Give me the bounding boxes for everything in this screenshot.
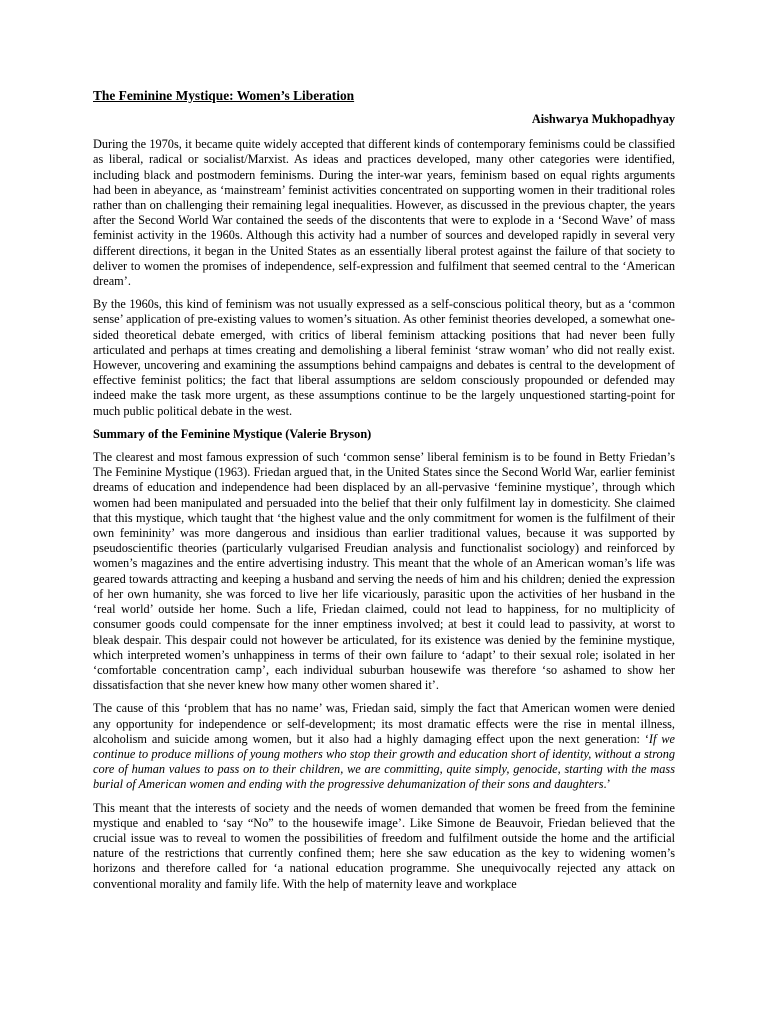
paragraph-4-tail: .’: [603, 777, 611, 792]
author-name: Aishwarya Mukhopadhyay: [531, 112, 675, 126]
paragraph-5: This meant that the interests of society and the needs of women demanded that women be freed from the feminine mystique and enabled to ‘say “No” to the housewife image’. Like Simone de Beauvoir, Friedan believed that the crucial issue was to reveal to women the possibilities of freedom and fulfilment outside the home and the artificial nature of the restrictions that currently confined them; here she saw education as the key to widening women’s horizons and therefore called for ‘a national education programme. She unequivocally rejected any attack on conventional morality and family life. With the help of maternity leave and workplace: [93, 800, 675, 891]
paragraph-3: The clearest and most famous expression of such ‘common sense’ liberal feminism is to be found in Betty Friedan’s The Feminine Mystique (1963). Friedan argued that, in the United States since the Second World War, earlier feminist dreams of education and independence had been displaced by an all-pervasive ‘feminine mystique’, through which women had been manipulated and persuaded into the belief that their only fulfilment lay in domesticity. She claimed that this mystique, which taught that ‘the highest value and the only commitment for women is the fulfilment of their own femininity’ was more dangerous and insidious than earlier traditional values, because it was supported by pseudoscientific theories (particularly vulgarised Freudian analysis and functionalist sociology) and reinforced by women’s magazines and the entire advertising industry. This meant that the whole of an American woman’s life was geared towards attracting and keeping a husband and serving the needs of him and his children; denied the expression of her own humanity, she was forced to live her life vicariously, parasitic upon the activities of her husband in the ‘real world’ outside her home. Such a life, Friedan claimed, could not lead to happiness, for no multiplicity of consumer goods could compensate for the inner emptiness involved; at best it could lead to passivity, at worst to bleak despair. This despair could not however be articulated, for its existence was denied by the feminine mystique, which interpreted women’s unhappiness in terms of their own failure to ‘adapt’ to their sexual role; isolated in her ‘comfortable concentration camp’, each individual suburban housewife was therefore ‘so ashamed to show her dissatisfaction that she never knew how many other women shared it’.: [93, 450, 675, 693]
document-title: The Feminine Mystique: Women’s Liberation: [93, 88, 355, 103]
friedan-quote: If we continue to produce millions of young mothers who stop their growth and education short of identity, without a strong core of human values to pass on to their children, we are committing, quite simply, genocide, starting with the mass burial of American women and ending with the progressive dehumanization of their sons and daughters: [93, 731, 675, 792]
section-subheading: Summary of the Feminine Mystique (Valerie Bryson): [93, 426, 372, 441]
paragraph-1: During the 1970s, it became quite widely accepted that different kinds of contemporary feminisms could be classified as liberal, radical or socialist/Marxist. As ideas and practices developed, many other categories were identified, including black and postmodern feminisms. During the inter-war years, feminism based on equal rights arguments had been in abeyance, as ‘mainstream’ feminist activities concentrated on supporting women in their traditional roles rather than on challenging their remaining legal inequalities. However, as discussed in the previous chapter, the years after the Second World War contained the seeds of the discontents that were to explode in a ‘Second Wave’ of mass feminist activity in the 1960s. Although this activity had a number of sources and developed rapidly in several very different directions, it began in the United States as an essentially liberal protest against the failure of that society to deliver to women the promises of independence, self-expression and fulfilment that seemed central to the ‘American dream’.: [93, 137, 675, 289]
paragraph-4-lead: The cause of this ‘problem that has no name’ was, Friedan said, simply the fact that American women were denied any opportunity for independence or self-development; its most dramatic effects were the rise in mental illness, alcoholism and suicide among women, but it also had a highly damaging effect upon the next generation: ‘: [93, 701, 675, 746]
document-page: [93, 87, 675, 900]
paragraph-4: [93, 701, 675, 792]
paragraph-2: By the 1960s, this kind of feminism was not usually expressed as a self-conscious political theory, but as a ‘common sense’ application of pre-existing values to women’s situation. As other feminist theories developed, a somewhat one-sided theoretical debate emerged, with critics of liberal feminism attacking positions that had never been fully articulated and perhaps at times creating and demolishing a liberal feminist ‘straw woman’ who did not really exist. However, uncovering and examining the assumptions behind campaigns and debates is central to the development of effective feminist politics; the fact that liberal assumptions are seldom consciously propounded or defended may indeed make the task more urgent, as these assumptions continue to be the largely unquestioned starting-point for much public political debate in the west.: [93, 297, 675, 418]
